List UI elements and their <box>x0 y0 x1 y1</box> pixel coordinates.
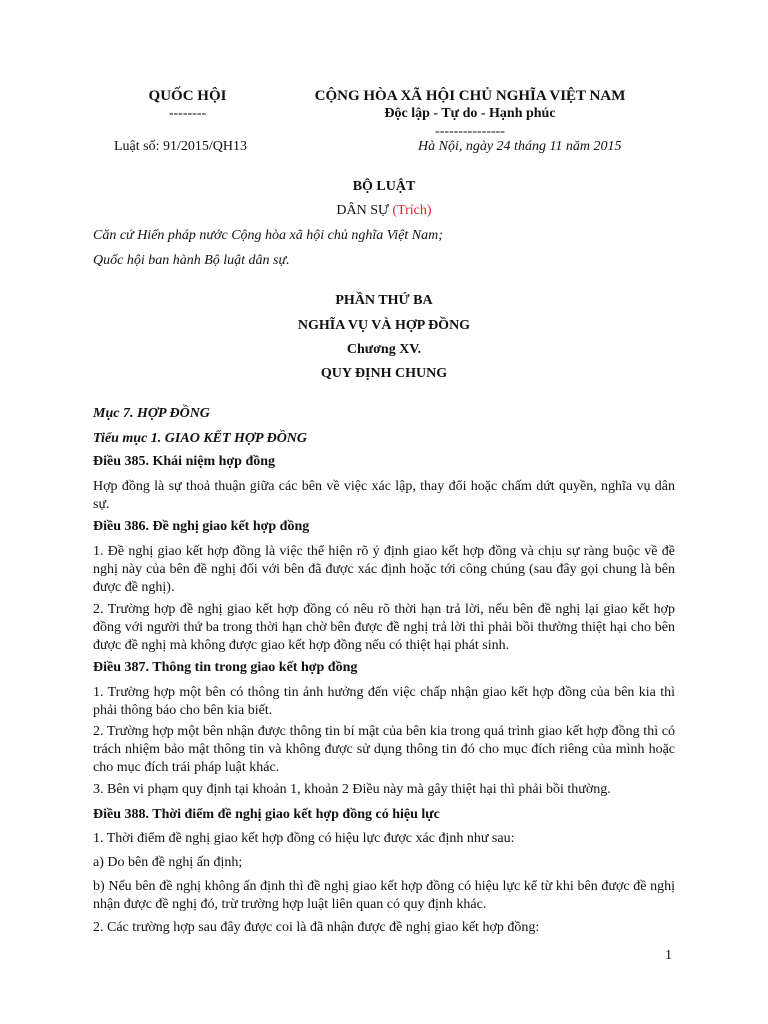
subtitle-text: DÂN SỰ <box>336 203 389 218</box>
article-paragraph: a) Do bên đề nghị ấn định; <box>93 855 243 870</box>
page-number: 1 <box>665 948 672 963</box>
article-paragraph: Hợp đồng là sự thoả thuận giữa các bên về việc xác lập, thay đổi hoặc chấm dứt quyền, nghĩa vụ dân sự. <box>93 479 675 512</box>
issuer-dashes: -------- <box>168 106 207 121</box>
article-paragraph: 2. Các trường hợp sau đây được coi là đã nhận được đề nghị giao kết hợp đồng: <box>93 920 540 935</box>
section-heading: Mục 7. HỢP ĐỒNG <box>93 406 210 421</box>
document-title: BỘ LUẬT <box>352 179 416 194</box>
article-paragraph: 1. Đề nghị giao kết hợp đồng là việc thể hiện rõ ý định giao kết hợp đồng và chịu sự ràng buộc về đề nghị này của bên đề nghị đối với bên đã được xác định hoặc tới công chúng (sau đây gọi chung là bên được đề nghị). <box>93 544 675 595</box>
subsection-heading: Tiểu mục 1. GIAO KẾT HỢP ĐỒNG <box>93 431 308 446</box>
part-name: NGHĨA VỤ VÀ HỢP ĐỒNG <box>297 318 471 333</box>
excerpt-note: (Trích) <box>392 203 432 218</box>
preamble-line: Quốc hội ban hành Bộ luật dân sự. <box>93 253 290 268</box>
document-subtitle <box>0 202 768 220</box>
article-paragraph: 3. Bên vi phạm quy định tại khoản 1, khoản 2 Điều này mà gây thiệt hại thì phải bồi thường. <box>93 782 611 797</box>
article-heading: Điều 387. Thông tin trong giao kết hợp đồng <box>93 660 358 675</box>
motto: Độc lập - Tự do - Hạnh phúc <box>384 106 556 121</box>
article-heading: Điều 388. Thời điểm đề nghị giao kết hợp đồng có hiệu lực <box>93 807 440 822</box>
law-number: Luật số: 91/2015/QH13 <box>114 139 247 154</box>
part-title: PHẦN THỨ BA <box>335 293 433 308</box>
place-date: Hà Nội, ngày 24 tháng 11 năm 2015 <box>418 139 622 154</box>
article-paragraph: 2. Trường hợp một bên nhận được thông tin bí mật của bên kia trong quá trình giao kết hợp đồng thì có trách nhiệm bảo mật thông tin và không được sử dụng thông tin đó cho mục đích riêng của mình hoặc cho mục đích trái pháp luật khác. <box>93 724 675 775</box>
article-heading: Điều 386. Đề nghị giao kết hợp đồng <box>93 519 310 534</box>
chapter-title: Chương XV. <box>346 342 422 357</box>
article-heading: Điều 385. Khái niệm hợp đồng <box>93 454 276 469</box>
country-name: CỘNG HÒA XÃ HỘI CHỦ NGHĨA VIỆT NAM <box>314 88 626 104</box>
motto-dashes: --------------- <box>435 124 505 139</box>
issuer-block <box>100 87 275 123</box>
article-paragraph: b) Nếu bên đề nghị không ấn định thì đề nghị giao kết hợp đồng có hiệu lực kể từ khi bên được đề nghị nhận được đề nghị đó, trừ trường hợp luật liên quan có quy định khác. <box>93 879 675 912</box>
chapter-name: QUY ĐỊNH CHUNG <box>320 366 448 381</box>
issuer-title: QUỐC HỘI <box>148 88 227 104</box>
preamble-line: Căn cứ Hiến pháp nước Cộng hòa xã hội chủ nghĩa Việt Nam; <box>93 228 443 243</box>
article-paragraph: 1. Thời điểm đề nghị giao kết hợp đồng có hiệu lực được xác định như sau: <box>93 831 515 846</box>
article-paragraph: 2. Trường hợp đề nghị giao kết hợp đồng có nêu rõ thời hạn trả lời, nếu bên đề nghị lại giao kết hợp đồng với người thứ ba trong thời hạn chờ bên được đề nghị trả lời thì phải bồi thường thiệt hại cho bên được đề nghị mà không được giao kết hợp đồng nếu có thiệt hại phát sinh. <box>93 602 675 653</box>
national-motto-block <box>290 87 650 141</box>
article-paragraph: 1. Trường hợp một bên có thông tin ảnh hưởng đến việc chấp nhận giao kết hợp đồng của bên kia thì phải thông báo cho bên kia biết. <box>93 685 675 718</box>
